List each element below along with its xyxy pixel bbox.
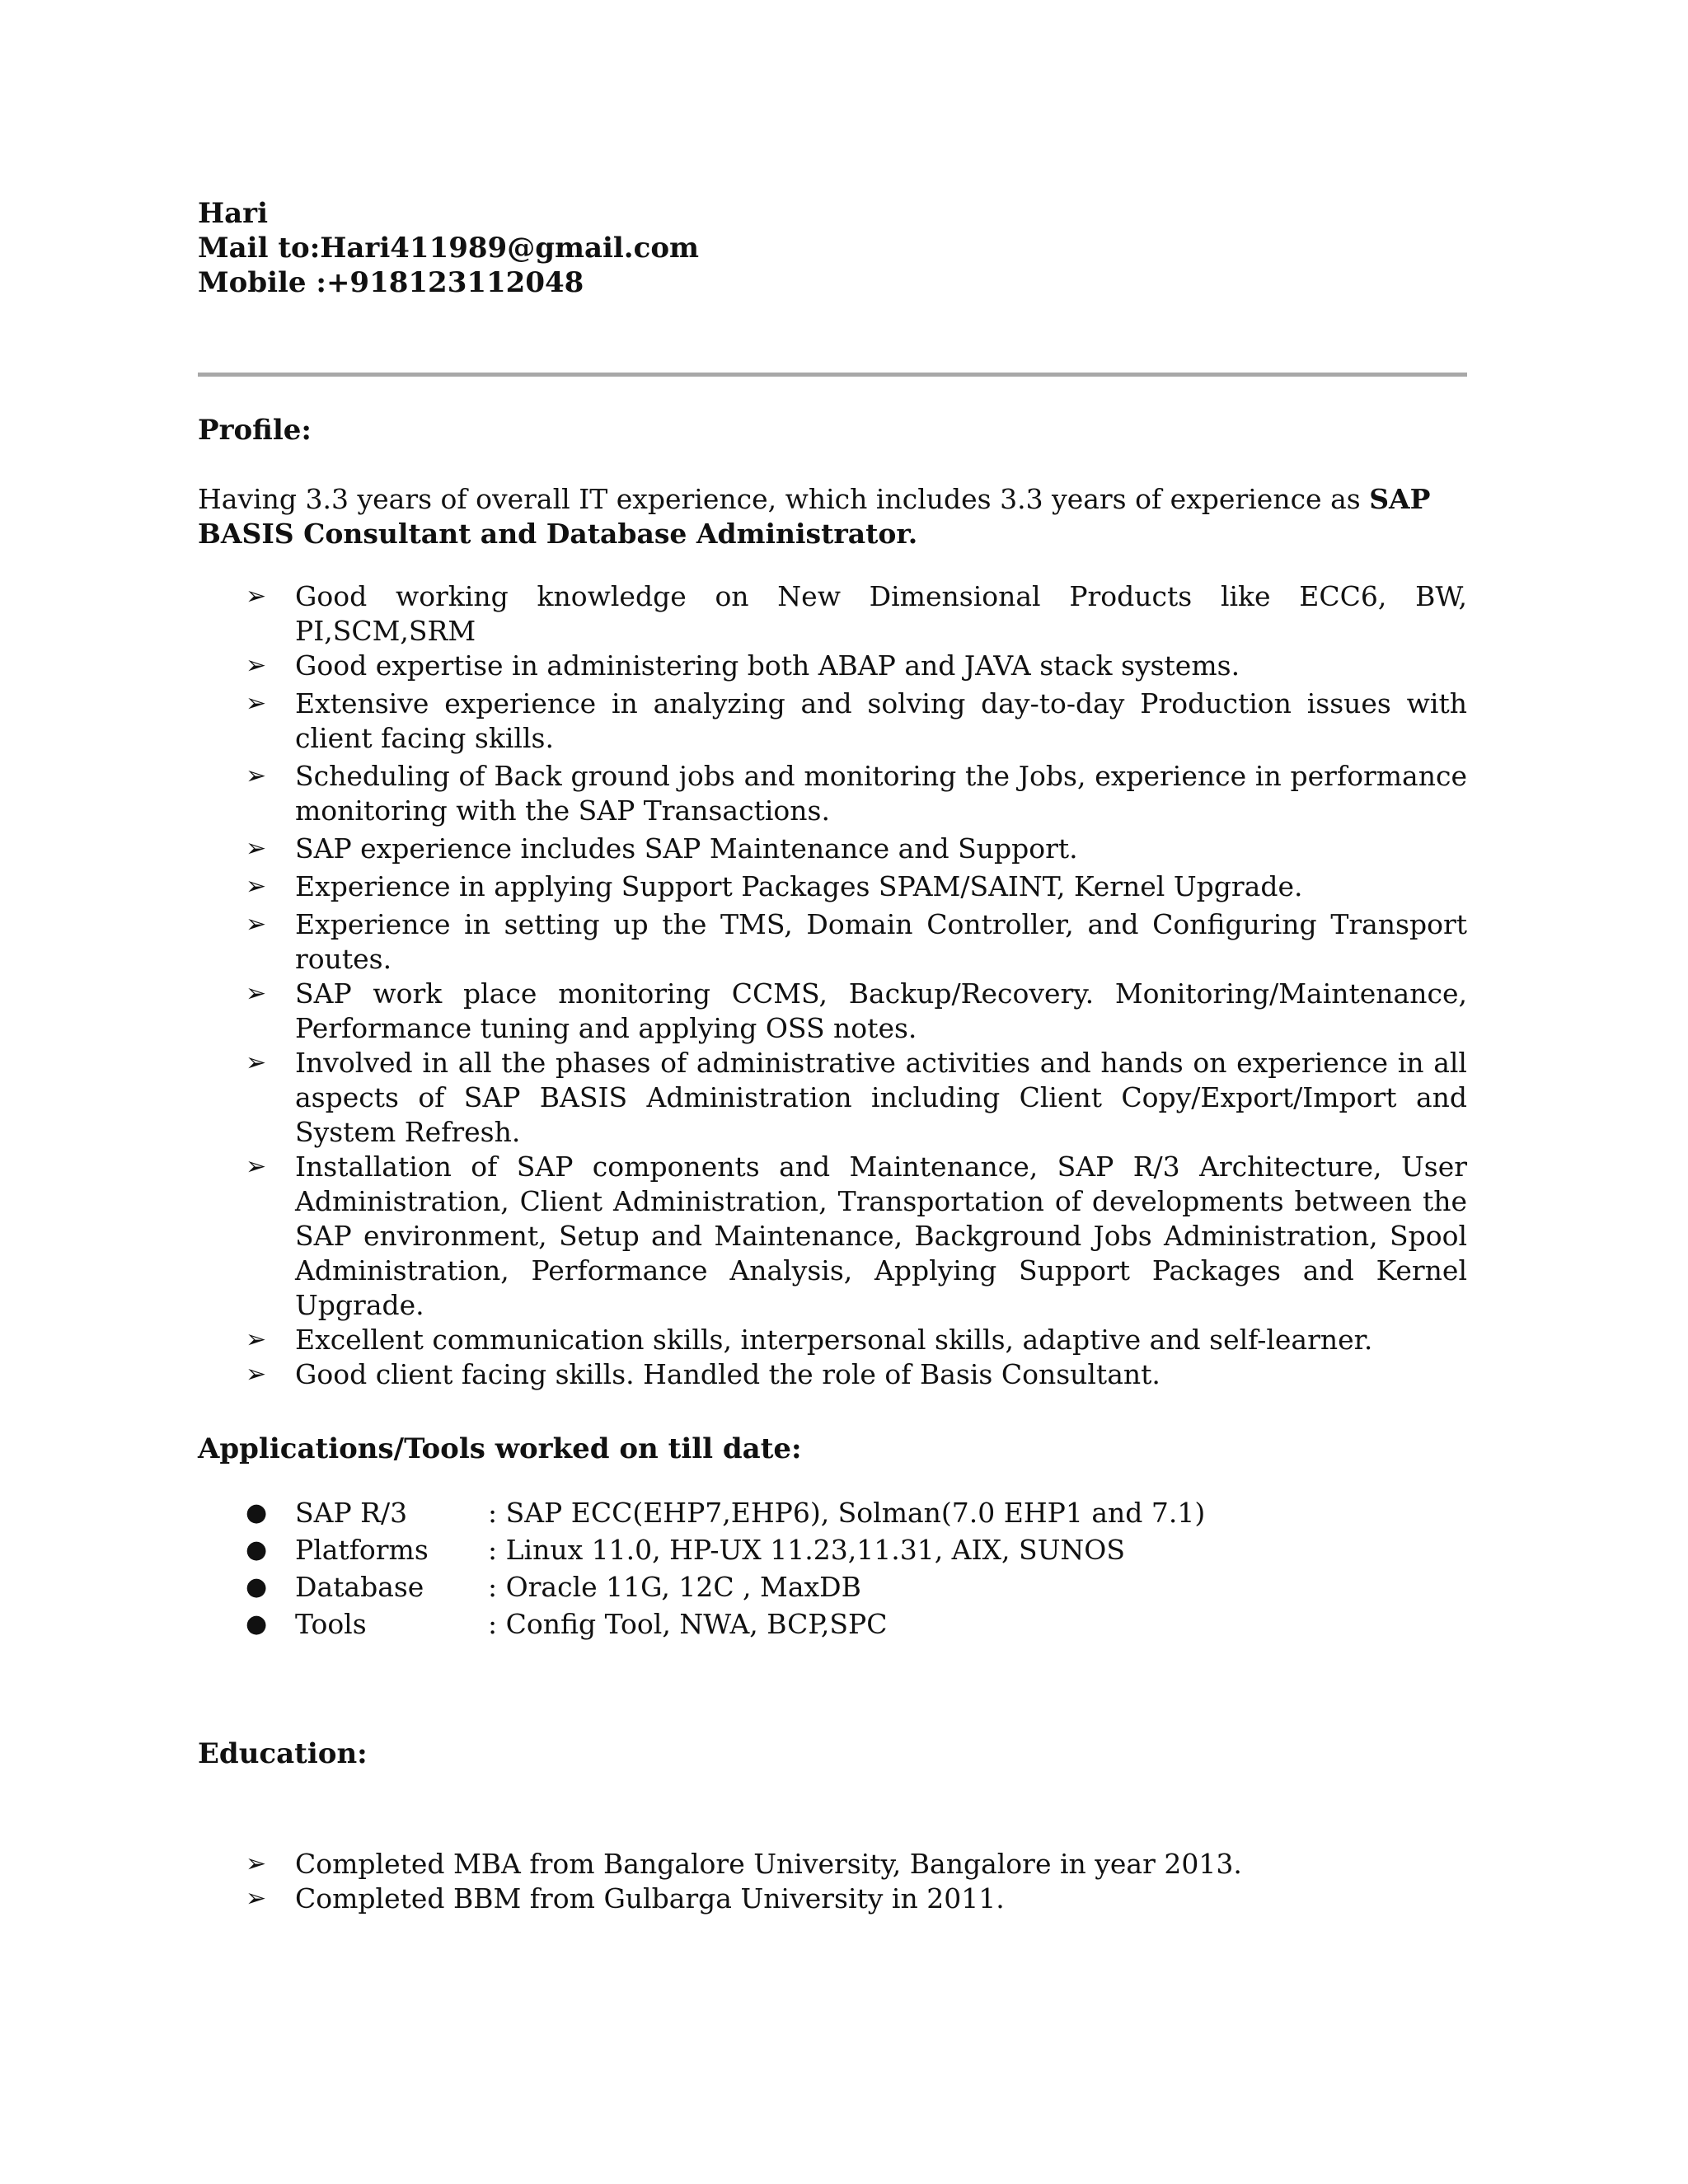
arrow-bullet-icon: ➢ [246,910,267,939]
dot-bullet-icon: ● [246,1610,268,1638]
arrow-bullet-icon: ➢ [246,1048,267,1077]
tools-section [198,1432,1467,1644]
list-item: ➢ Experience in setting up the TMS, Domain Controller, and Configuring Transport routes. [246,908,1467,975]
arrow-bullet-icon: ➢ [246,762,267,790]
tool-row [198,1496,1467,1533]
tool-value: : SAP ECC(EHP7,EHP6), Solman(7.0 EHP1 and 7.1) [488,1497,1206,1529]
list-item: ➢ Involved in all the phases of administrative activities and hands on experience in all aspects of SAP BASIS Administration including Client Copy/Export/Import and System Refresh. [246,1047,1467,1148]
profile-summary-role: SAP BASIS Consultant and Database Administrator. [198,483,1431,550]
arrow-bullet-icon: ➢ [246,1849,267,1878]
list-item: ➢ Good expertise in administering both ABAP and JAVA stack systems. [246,649,1240,682]
list-item: ➢ Good working knowledge on New Dimensional Products like ECC6, BW, PI,SCM,SRM [246,580,1467,647]
list-item: ➢ Installation of SAP components and Maintenance, SAP R/3 Architecture, User Administration, Client Administration, Transportation of developments between the SAP environment, Setup and Maintenance, Background Jobs Administration, Spool Administration, Performance Analysis, Applying Support Packages and Kernel Upgrade. [246,1151,1467,1321]
dot-bullet-icon: ● [246,1498,268,1527]
list-item: ➢ Experience in applying Support Packages SPAM/SAINT, Kernel Upgrade. [246,870,1303,902]
arrow-bullet-icon: ➢ [246,582,267,611]
tool-row [198,1533,1467,1570]
email-line: Mail to:Hari411989@gmail.com [198,232,699,265]
tool-category: Database [295,1571,424,1603]
profile-section [198,413,1467,1392]
list-item: ➢ Good client facing skills. Handled the role of Basis Consultant. [246,1358,1160,1390]
tool-row [198,1607,1467,1644]
education-list [198,1847,1467,1916]
dot-bullet-icon: ● [246,1535,268,1564]
resume-header [198,196,1467,300]
profile-summary-text: Having 3.3 years of overall IT experience, which includes 3.3 years of experience as [198,483,1370,515]
resume-page [198,196,1467,1916]
arrow-bullet-icon: ➢ [246,1884,267,1913]
tool-value: : Linux 11.0, HP-UX 11.23,11.31, AIX, SUNOS [488,1534,1125,1566]
tool-value: : Config Tool, NWA, BCP,SPC [488,1608,888,1640]
candidate-name: Hari [198,197,268,230]
mobile-line: Mobile :+918123112048 [198,266,584,299]
list-item: ➢ Excellent communication skills, interpersonal skills, adaptive and self-learner. [246,1324,1373,1356]
education-heading: Education: [198,1737,368,1770]
list-item: ➢ Completed MBA from Bangalore University, Bangalore in year 2013. [246,1848,1242,1880]
profile-heading: Profile: [198,414,312,447]
profile-list [198,579,1467,1392]
arrow-bullet-icon: ➢ [246,834,267,863]
arrow-bullet-icon: ➢ [246,979,267,1008]
list-item: ➢ Extensive experience in analyzing and solving day-to-day Production issues with client facing skills. [246,687,1467,754]
education-section [198,1736,1467,1916]
list-item: ➢ Scheduling of Back ground jobs and monitoring the Jobs, experience in performance monitoring with the SAP Transactions. [246,760,1467,827]
list-item: ➢ SAP work place monitoring CCMS, Backup/Recovery. Monitoring/Maintenance, Performance tuning and applying OSS notes. [246,977,1467,1044]
arrow-bullet-icon: ➢ [246,651,267,680]
profile-summary [198,482,1467,551]
arrow-bullet-icon: ➢ [246,1152,267,1181]
list-item: ➢ SAP experience includes SAP Maintenance and Support. [246,832,1078,865]
tool-value: : Oracle 11G, 12C , MaxDB [488,1571,861,1603]
arrow-bullet-icon: ➢ [246,689,267,718]
tools-list [198,1496,1467,1644]
tools-heading: Applications/Tools worked on till date: [198,1432,802,1465]
tool-category: Platforms [295,1534,429,1566]
arrow-bullet-icon: ➢ [246,1360,267,1389]
list-item: ➢ Completed BBM from Gulbarga University in 2011. [246,1882,1005,1915]
dot-bullet-icon: ● [246,1572,268,1601]
arrow-bullet-icon: ➢ [246,872,267,901]
arrow-bullet-icon: ➢ [246,1325,267,1354]
tool-row [198,1570,1467,1607]
header-divider [198,373,1467,377]
tool-category: SAP R/3 [295,1497,408,1529]
tool-category: Tools [295,1608,367,1640]
